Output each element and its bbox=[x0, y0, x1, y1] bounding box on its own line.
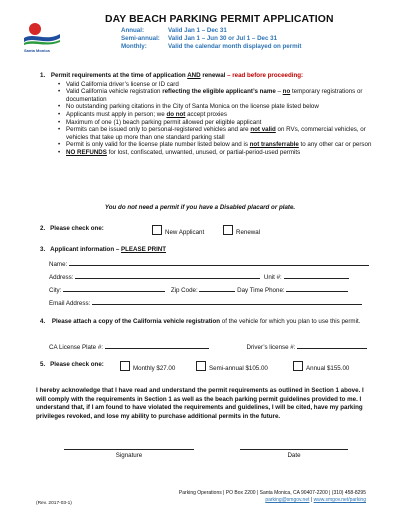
name-label: Name: bbox=[49, 261, 68, 268]
unit-label: Unit #: bbox=[263, 274, 282, 281]
license-plate-label: CA License Plate #: bbox=[49, 344, 104, 351]
email-label: Email Address: bbox=[49, 300, 91, 307]
name-field[interactable] bbox=[69, 258, 369, 266]
plate-row bbox=[49, 341, 373, 352]
option-renewal[interactable]: Renewal bbox=[223, 225, 260, 237]
schedule-semi-annual: Semi-annual: Valid Jan 1 – Jun 30 or Jul 1 – Dec 31 bbox=[121, 35, 278, 43]
schedule-annual: Annual: Valid Jan 1 – Dec 31 bbox=[121, 27, 227, 34]
list-item: • Valid California vehicle registration reflecting the eligible applicant’s name – no temporary registrations or documentation bbox=[56, 88, 372, 103]
section-3-label: 3. Applicant information – PLEASE PRINT bbox=[40, 246, 167, 253]
acknowledgement-text: I hereby acknowledge that I have read and understand the permit requirements as outlined in Section 1 above. I will comply with the requirements in Section 1 as well as the beach parking permit guidelines provided to me. I understand that, if I am found to have violated the requirements and guidelines, I will be cited, have my parking privileges revoked, and lose my ability to purchase additional permits in the future. bbox=[36, 387, 364, 420]
email-link[interactable]: parking@smgov.net bbox=[265, 497, 310, 503]
footer-contact: Parking Operations | PO Box 2200 | Santa Monica, CA 90407-2200 | (310) 458-8295 bbox=[178, 490, 366, 496]
santa-monica-logo-icon bbox=[22, 20, 62, 48]
email-row bbox=[49, 297, 373, 308]
date-line[interactable] bbox=[240, 449, 348, 450]
monthly-checkbox[interactable] bbox=[120, 361, 130, 371]
footer-links: parking@smgov.net | www.smgov.net/parking bbox=[265, 497, 366, 503]
daytime-phone-label: Day Time Phone: bbox=[237, 287, 285, 294]
unit-field[interactable] bbox=[284, 271, 349, 279]
list-item: • Permits can be issued only to personal-registered vehicles and are not valid on RVs, commercial vehicles, or vehicles that take up more than one standard parking stall bbox=[56, 126, 372, 141]
list-item: • Applicants must apply in person; we do not accept proxies bbox=[56, 111, 372, 119]
city-logo bbox=[22, 20, 62, 54]
list-item: • Maximum of one (1) beach parking permit allowed per eligible applicant bbox=[56, 119, 372, 127]
option-monthly[interactable]: Monthly $27.00 bbox=[120, 361, 175, 373]
annual-checkbox[interactable] bbox=[293, 361, 303, 371]
city-field[interactable] bbox=[63, 284, 165, 292]
address-row bbox=[49, 271, 373, 282]
list-item: • No outstanding parking citations in the City of Santa Monica on the license plate listed below bbox=[56, 103, 372, 111]
section-4-label: 4. Please attach a copy of the California vehicle registration of the vehicle for which you plan to use this permit. bbox=[40, 318, 361, 325]
option-semi-annual[interactable]: Semi-annual $105.00 bbox=[196, 361, 268, 373]
option-new-applicant[interactable]: New Applicant bbox=[152, 225, 204, 237]
section-2-label: 2. Please check one: bbox=[40, 225, 104, 232]
email-field[interactable] bbox=[92, 297, 362, 305]
schedule-monthly: Monthly: Valid the calendar month displayed on permit bbox=[121, 43, 302, 51]
section-1-heading: 1. Permit requirements at the time of application AND renewal – read before proceeding: bbox=[40, 72, 304, 79]
zip-field[interactable] bbox=[199, 284, 235, 292]
signature-line[interactable] bbox=[64, 449, 194, 450]
option-annual[interactable]: Annual $155.00 bbox=[293, 361, 349, 373]
semi-annual-checkbox[interactable] bbox=[196, 361, 206, 371]
drivers-license-field[interactable] bbox=[297, 341, 367, 349]
list-item: • NO REFUNDS for lost, confiscated, unwanted, unused, or partial-period-used permits bbox=[56, 149, 372, 157]
date-label: Date bbox=[287, 452, 301, 459]
disabled-placard-note: You do not need a permit if you have a Disabled placard or plate. bbox=[104, 204, 296, 211]
drivers-license-label: Driver’s license #: bbox=[246, 344, 296, 351]
address-label: Address: bbox=[49, 274, 74, 281]
city-row bbox=[49, 284, 373, 295]
new-applicant-checkbox[interactable] bbox=[152, 225, 162, 235]
logo-tagline: Santa Monica bbox=[24, 48, 50, 53]
permit-schedule bbox=[121, 27, 302, 52]
zip-label: Zip Code: bbox=[170, 287, 198, 294]
section-requirements bbox=[40, 72, 372, 157]
address-field[interactable] bbox=[75, 271, 260, 279]
list-item: • Valid California driver’s license or ID card bbox=[56, 81, 372, 89]
name-row bbox=[49, 258, 373, 269]
section-5-label: 5. Please check one: bbox=[40, 361, 104, 368]
signature-label: Signature bbox=[115, 452, 143, 459]
city-label: City: bbox=[49, 287, 62, 294]
page-title: DAY BEACH PARKING PERMIT APPLICATION bbox=[105, 14, 334, 25]
renewal-checkbox[interactable] bbox=[223, 225, 233, 235]
website-link[interactable]: www.smgov.net/parking bbox=[313, 497, 366, 503]
list-item: • Permit is only valid for the license plate number listed below and is not transferrable to any other car or person bbox=[56, 141, 372, 149]
daytime-phone-field[interactable] bbox=[286, 284, 348, 292]
revision-label: (Rev. 2017-03-1) bbox=[36, 501, 72, 506]
license-plate-field[interactable] bbox=[105, 341, 209, 349]
requirements-list bbox=[56, 81, 372, 157]
